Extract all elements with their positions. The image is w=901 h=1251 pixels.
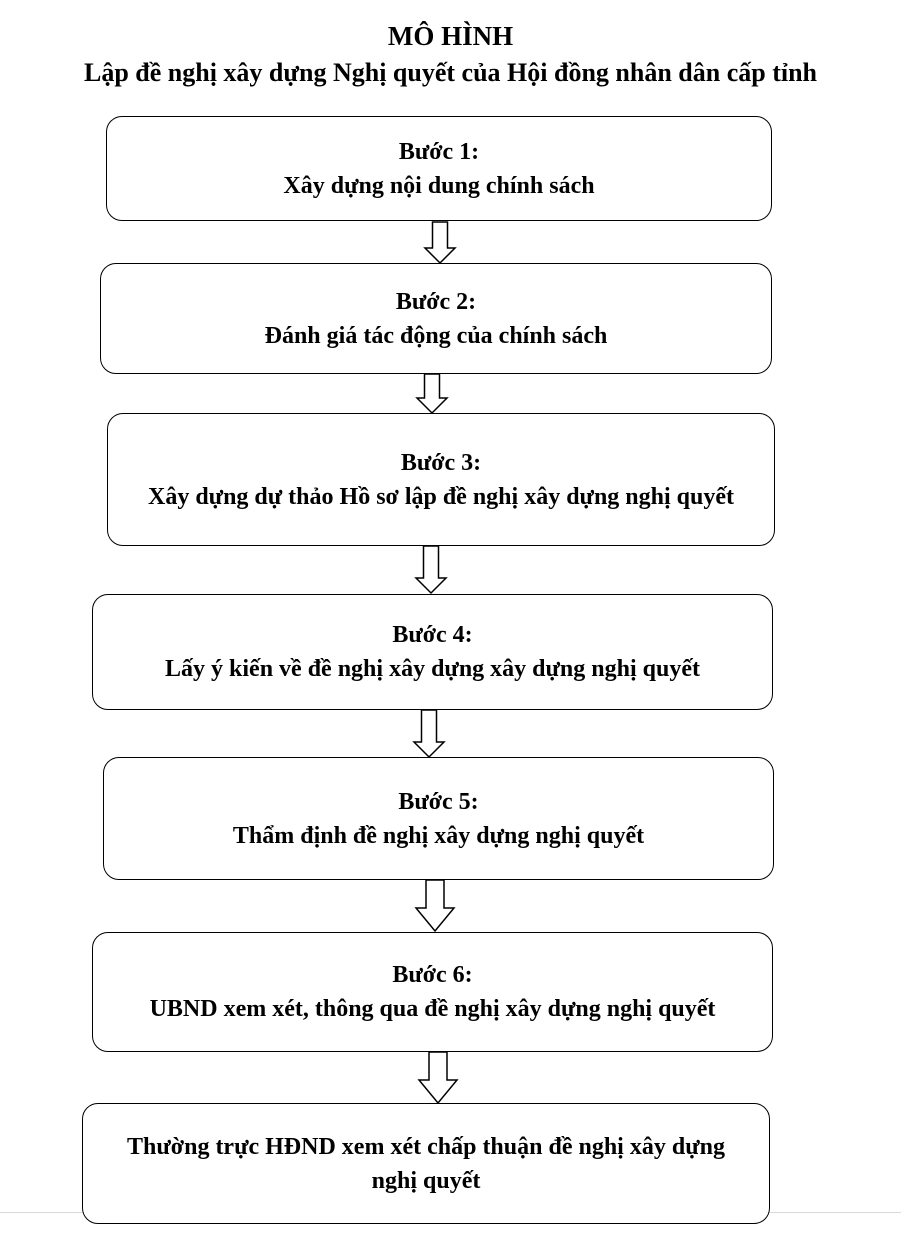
final-step-text: Thường trực HĐND xem xét chấp thuận đề nghị xây dựng nghị quyết <box>127 1133 725 1194</box>
step-6-title: Bước 6: <box>392 962 473 988</box>
diagram-title: MÔ HÌNH <box>387 21 514 51</box>
down-arrow-icon <box>413 546 449 594</box>
step-4-box <box>92 594 773 710</box>
down-arrow-icon <box>416 1052 460 1104</box>
step-3-title: Bước 3: <box>400 449 482 476</box>
down-arrow-icon <box>414 374 450 414</box>
step-5-box <box>103 757 774 880</box>
step-5-text: Thẩm định đề nghị xây dựng nghị quyết <box>232 822 645 849</box>
diagram-subtitle: Lập đề nghị xây dựng Nghị quyết của Hội đồng nhân dân cấp tỉnh <box>83 58 817 87</box>
step-1-title: Bước 1: <box>398 138 480 165</box>
step-2-title: Bước 2: <box>395 288 477 315</box>
final-step-box <box>82 1103 770 1224</box>
step-3-box <box>107 413 775 546</box>
step-1-text: Xây dựng nội dung chính sách <box>283 172 595 199</box>
step-6-text: UBND xem xét, thông qua đề nghị xây dựng nghị quyết <box>149 996 716 1022</box>
step-2-box <box>100 263 772 374</box>
down-arrow-icon <box>413 880 457 932</box>
step-2-text: Đánh giá tác động của chính sách <box>264 322 608 349</box>
step-4-text: Lấy ý kiến về đề nghị xây dựng xây dựng nghị quyết <box>165 656 700 682</box>
down-arrow-icon <box>422 222 458 264</box>
down-arrow-icon <box>411 710 447 758</box>
step-1-box <box>106 116 772 221</box>
step-6-box <box>92 932 773 1052</box>
step-4-title: Bước 4: <box>392 622 473 648</box>
step-3-text: Xây dựng dự thảo Hồ sơ lập đề nghị xây dựng nghị quyết <box>148 483 734 510</box>
step-5-title: Bước 5: <box>398 788 479 815</box>
